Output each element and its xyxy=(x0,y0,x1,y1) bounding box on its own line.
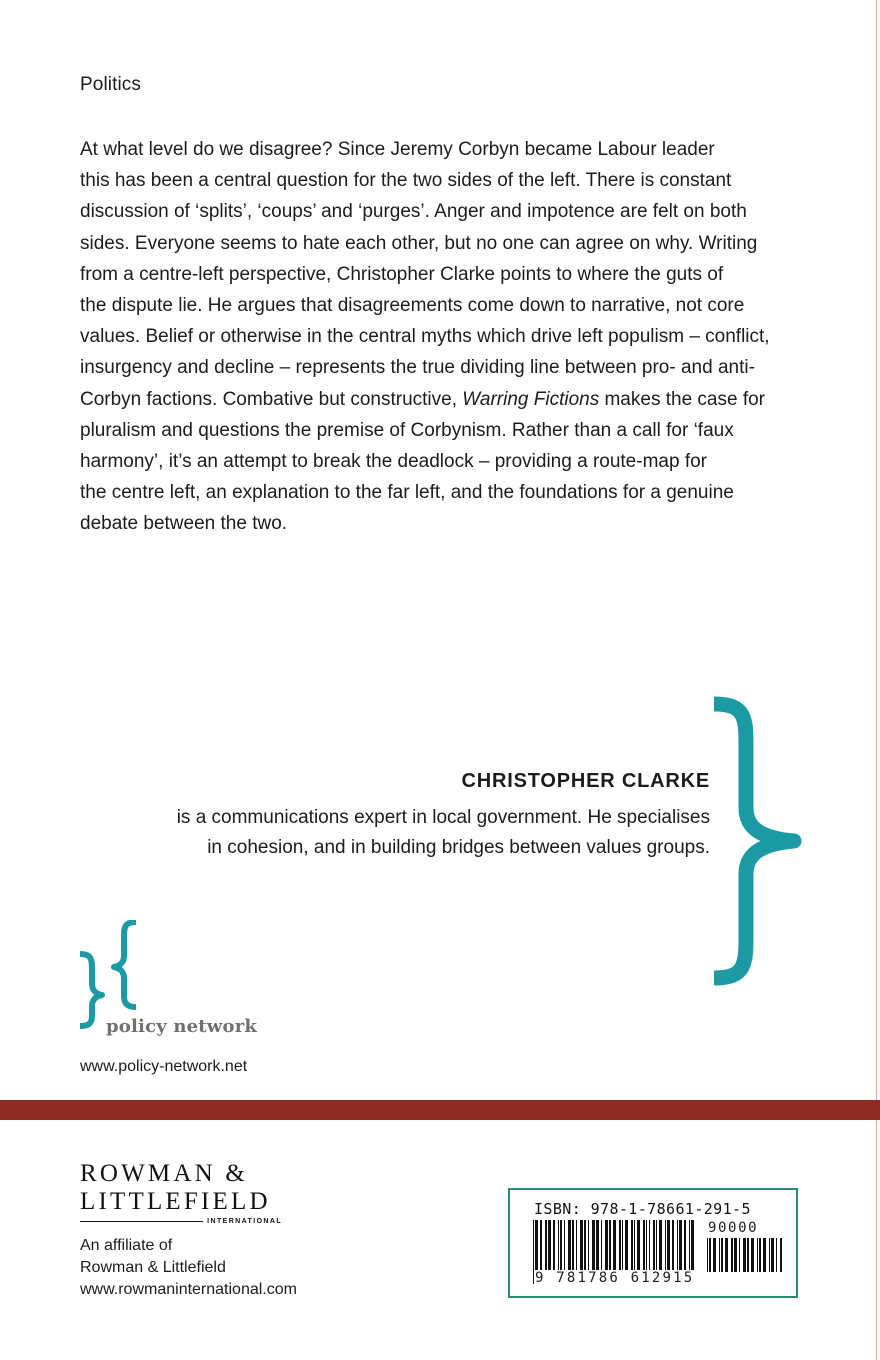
affiliate-line: An affiliate of xyxy=(80,1237,173,1254)
barcode-bar xyxy=(679,1220,682,1272)
barcode-bar xyxy=(759,1238,761,1272)
barcode-bar xyxy=(605,1220,608,1272)
barcode-bar xyxy=(592,1220,595,1272)
affiliate-url: www.rowmaninternational.com xyxy=(80,1281,297,1298)
barcode-bar xyxy=(731,1238,733,1272)
barcode-bar xyxy=(580,1220,583,1272)
blurb-line: insurgency and decline – represents the true dividing line between pro- and anti- xyxy=(80,357,755,379)
barcode-bar xyxy=(643,1220,645,1272)
barcode-bar xyxy=(659,1220,662,1272)
blurb-line: from a centre-left perspective, Christopher Clarke points to where the guts of xyxy=(80,263,724,285)
barcode-bar xyxy=(665,1220,666,1272)
policy-network-logo-icon xyxy=(78,920,142,1030)
blurb-line xyxy=(80,384,800,415)
barcode-bar xyxy=(725,1238,728,1272)
barcode-bar xyxy=(646,1220,647,1272)
barcode-bar xyxy=(743,1238,746,1272)
author-bio-line: in cohesion, and in building bridges between values groups. xyxy=(207,837,710,858)
author-bio xyxy=(90,803,710,863)
blurb-line: discussion of ‘splits’, ‘coups’ and ‘purges’. Anger and impotence are felt on both xyxy=(80,201,747,223)
affiliate-info xyxy=(80,1235,297,1301)
book-blurb xyxy=(80,134,800,540)
barcode-bar xyxy=(613,1220,616,1272)
barcode-bar xyxy=(709,1238,711,1272)
page-edge-line xyxy=(876,0,877,1360)
barcode-bar xyxy=(625,1220,628,1272)
barcode-bar xyxy=(601,1220,602,1272)
barcode-bar xyxy=(684,1220,686,1272)
blurb-line: debate between the two. xyxy=(80,513,288,535)
barcode-bar xyxy=(609,1220,611,1272)
barcode-bar xyxy=(653,1220,655,1272)
policy-network-url: www.policy-network.net xyxy=(80,1058,248,1075)
barcode-bar xyxy=(576,1220,577,1272)
blurb-line: the centre left, an explanation to the far left, and the foundations for a genuine xyxy=(80,482,734,504)
blurb-line: harmony’, it’s an attempt to break the deadlock – providing a route-map for xyxy=(80,451,707,473)
category-label: Politics xyxy=(80,74,141,95)
affiliate-line: Rowman & Littlefield xyxy=(80,1259,226,1276)
blurb-text: Corbyn factions. Combative but constructive, xyxy=(80,388,463,410)
barcode-bar xyxy=(637,1220,640,1272)
policy-network-name: policy network xyxy=(106,1016,258,1037)
blurb-text: makes the case for xyxy=(599,388,765,410)
imprint-line-3: INTERNATIONAL xyxy=(207,1218,282,1225)
barcode-bar xyxy=(540,1220,542,1272)
barcode-bar xyxy=(757,1238,758,1272)
barcode-bar xyxy=(572,1220,574,1272)
imprint-line-1: ROWMAN & xyxy=(80,1160,248,1187)
barcode-bar xyxy=(719,1238,720,1272)
barcode-bar xyxy=(622,1220,623,1272)
barcode-digits: 9 781786 612915 xyxy=(535,1270,695,1286)
isbn-barcode-box xyxy=(508,1188,798,1298)
barcode-addon-digits: 90000 xyxy=(708,1220,759,1236)
barcode-bar xyxy=(656,1220,657,1272)
barcode-bar xyxy=(739,1238,740,1272)
book-title-italic: Warring Fictions xyxy=(462,388,600,410)
barcode-bar xyxy=(634,1220,635,1272)
barcode-bar xyxy=(560,1220,562,1272)
blurb-line: At what level do we disagree? Since Jeremy Corbyn became Labour leader xyxy=(80,139,715,160)
barcode-bar xyxy=(734,1238,737,1272)
barcode-bar xyxy=(771,1238,774,1272)
blurb-line: pluralism and questions the premise of Corbynism. Rather than a call for ‘faux xyxy=(80,419,734,441)
barcode-bar xyxy=(667,1220,670,1272)
barcode-bar xyxy=(763,1238,766,1272)
large-brace-icon xyxy=(708,696,804,986)
rowman-littlefield-logo xyxy=(80,1160,282,1225)
barcode-bar xyxy=(769,1238,770,1272)
barcode-bar xyxy=(707,1238,708,1272)
author-name: CHRISTOPHER CLARKE xyxy=(461,770,710,792)
barcode-bar xyxy=(619,1220,621,1272)
author-bio-line: is a communications expert in local government. He specialises xyxy=(176,807,710,828)
barcode-bar xyxy=(721,1238,723,1272)
blurb-line: the dispute lie. He argues that disagreements come down to narrative, not core xyxy=(80,295,745,317)
blurb-line: values. Belief or otherwise in the central myths which drive left populism – conflict, xyxy=(80,326,770,348)
isbn-label: ISBN: 978-1-78661-291-5 xyxy=(534,1200,751,1218)
barcode-bar xyxy=(713,1238,716,1272)
barcode-bar xyxy=(672,1220,674,1272)
barcode-bar xyxy=(558,1220,559,1272)
barcode-bar xyxy=(588,1220,589,1272)
barcode-bar xyxy=(564,1220,565,1272)
barcode-bar xyxy=(780,1238,782,1272)
barcode-bar xyxy=(568,1220,571,1272)
barcode-bar xyxy=(545,1220,547,1272)
barcode-bar xyxy=(776,1238,777,1272)
barcode-bar xyxy=(584,1220,586,1272)
imprint-rule xyxy=(80,1221,203,1222)
red-divider-band xyxy=(0,1100,880,1120)
barcode-bar xyxy=(747,1238,749,1272)
barcode-bar xyxy=(596,1220,599,1272)
imprint-line-2: LITTLEFIELD xyxy=(80,1188,271,1215)
blurb-line: this has been a central question for the two sides of the left. There is constant xyxy=(80,170,732,192)
barcode-bar xyxy=(548,1220,551,1272)
barcode-bar xyxy=(751,1238,754,1272)
barcode-addon-bars xyxy=(706,1238,784,1284)
barcode-bar xyxy=(649,1220,650,1272)
blurb-line: sides. Everyone seems to hate each other, but no one can agree on why. Writing xyxy=(80,232,758,254)
barcode-bar xyxy=(553,1220,555,1272)
barcode-bar xyxy=(677,1220,678,1272)
